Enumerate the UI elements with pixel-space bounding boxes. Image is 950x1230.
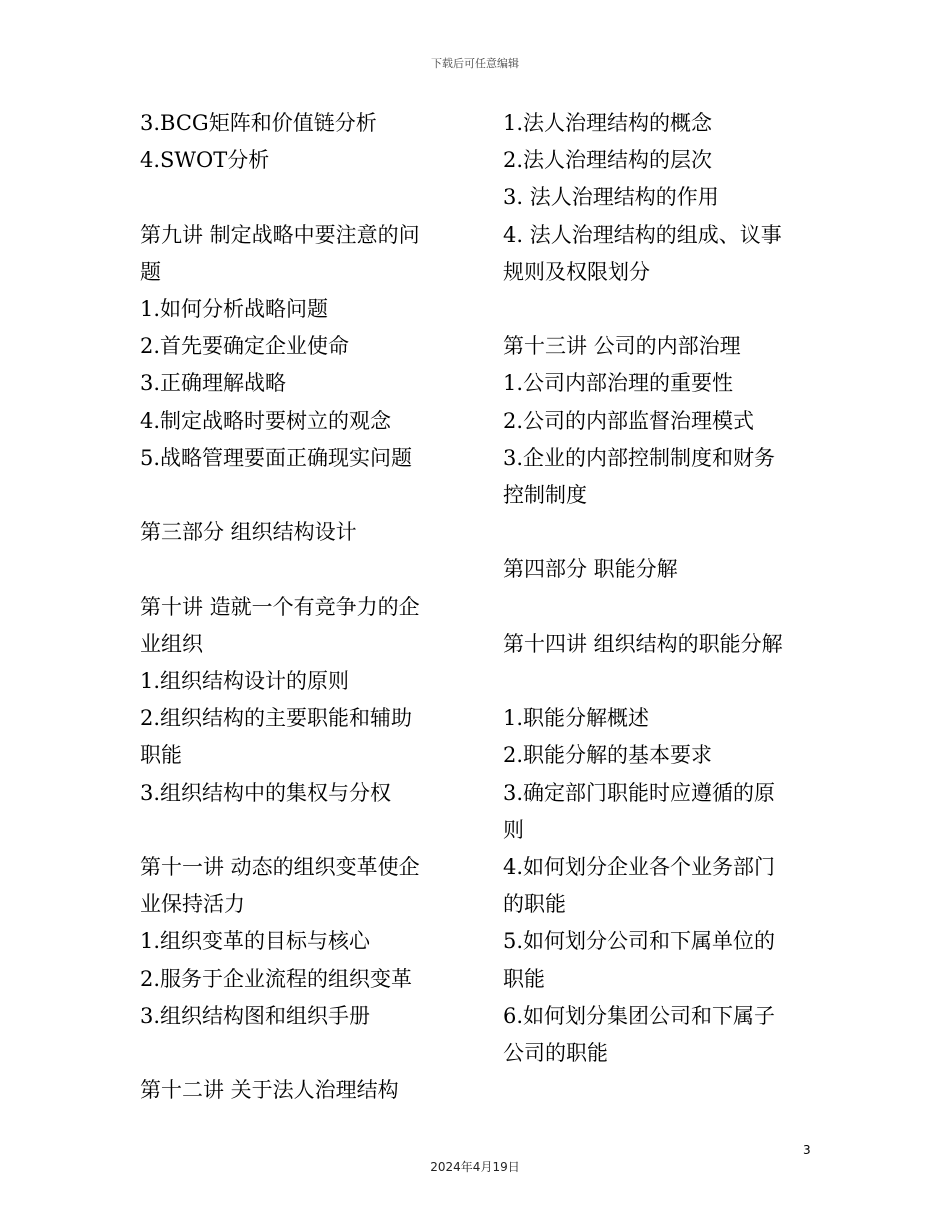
outline-line: 4.如何划分企业各个业务部门 [503, 855, 776, 879]
blank-line [140, 551, 460, 588]
outline-line: 则 [503, 817, 524, 842]
outline-line: 第三部分 组织结构设计 [140, 520, 357, 545]
outline-line: 1.组织结构设计的原则 [140, 669, 350, 693]
outline-line: 职能 [503, 966, 545, 991]
blank-line [503, 663, 823, 700]
outline-line: 3.正确理解战略 [140, 371, 287, 396]
outline-line: 3.组织结构图和组织手册 [140, 1003, 371, 1028]
outline-line: 4.SWOT分析 [140, 148, 270, 173]
page-header: 下载后可任意编辑 [431, 57, 519, 70]
right-column [503, 105, 823, 1072]
outline-line: 第十二讲 关于法人治理结构 [140, 1078, 399, 1103]
outline-line: 6.如何划分集团公司和下属子 [503, 1003, 776, 1028]
left-column [140, 105, 460, 1109]
outline-line: 的职能 [503, 892, 566, 917]
outline-line: 4. 法人治理结构的组成、议事 [503, 222, 782, 247]
outline-line: 公司的职能 [503, 1041, 608, 1066]
outline-line: 2.公司的内部监督治理模式 [503, 408, 755, 433]
outline-line: 第九讲 制定战略中要注意的问 [140, 222, 420, 247]
outline-line: 3.确定部门职能时应遵循的原 [503, 780, 776, 805]
blank-line [140, 179, 460, 216]
outline-line: 3.BCG矩阵和价值链分析 [140, 111, 377, 135]
outline-line: 第四部分 职能分解 [503, 557, 678, 582]
page-number: 3 [803, 1143, 811, 1157]
outline-line: 5.如何划分公司和下属单位的 [503, 929, 776, 954]
outline-line: 3.组织结构中的集权与分权 [140, 780, 392, 805]
outline-line: 1.组织变革的目标与核心 [140, 929, 371, 954]
outline-line: 5.战略管理要面正确现实问题 [140, 445, 413, 470]
outline-line: 业保持活力 [140, 892, 245, 917]
outline-line: 1.如何分析战略问题 [140, 297, 329, 321]
outline-line: 控制制度 [503, 483, 587, 508]
outline-line: 3. 法人治理结构的作用 [503, 185, 719, 210]
blank-line [140, 477, 460, 514]
outline-line: 1.公司内部治理的重要性 [503, 371, 734, 396]
blank-line [503, 514, 823, 551]
outline-line: 业组织 [140, 631, 203, 656]
blank-line [140, 812, 460, 849]
outline-line: 题 [140, 259, 161, 284]
outline-line: 2.职能分解的基本要求 [503, 743, 713, 768]
outline-line: 职能 [140, 743, 182, 768]
outline-line: 第十四讲 组织结构的职能分解 [503, 631, 783, 656]
outline-line: 1.法人治理结构的概念 [503, 111, 713, 135]
outline-line: 2.组织结构的主要职能和辅助 [140, 706, 413, 731]
outline-line: 4.制定战略时要树立的观念 [140, 408, 392, 433]
outline-line: 2.服务于企业流程的组织变革 [140, 966, 413, 991]
blank-line [503, 291, 823, 328]
outline-line: 第十三讲 公司的内部治理 [503, 334, 741, 359]
blank-line [140, 1035, 460, 1072]
outline-line: 2.首先要确定企业使命 [140, 334, 350, 359]
blank-line [503, 589, 823, 626]
outline-line: 1.职能分解概述 [503, 706, 650, 731]
outline-line: 第十一讲 动态的组织变革使企 [140, 855, 420, 879]
outline-line: 第十讲 造就一个有竞争力的企 [140, 594, 420, 619]
outline-line: 2.法人治理结构的层次 [503, 148, 713, 173]
outline-line: 规则及权限划分 [503, 259, 650, 284]
outline-line: 3.企业的内部控制制度和财务 [503, 445, 776, 470]
page-footer-date: 2024年4月19日 [430, 1160, 520, 1174]
